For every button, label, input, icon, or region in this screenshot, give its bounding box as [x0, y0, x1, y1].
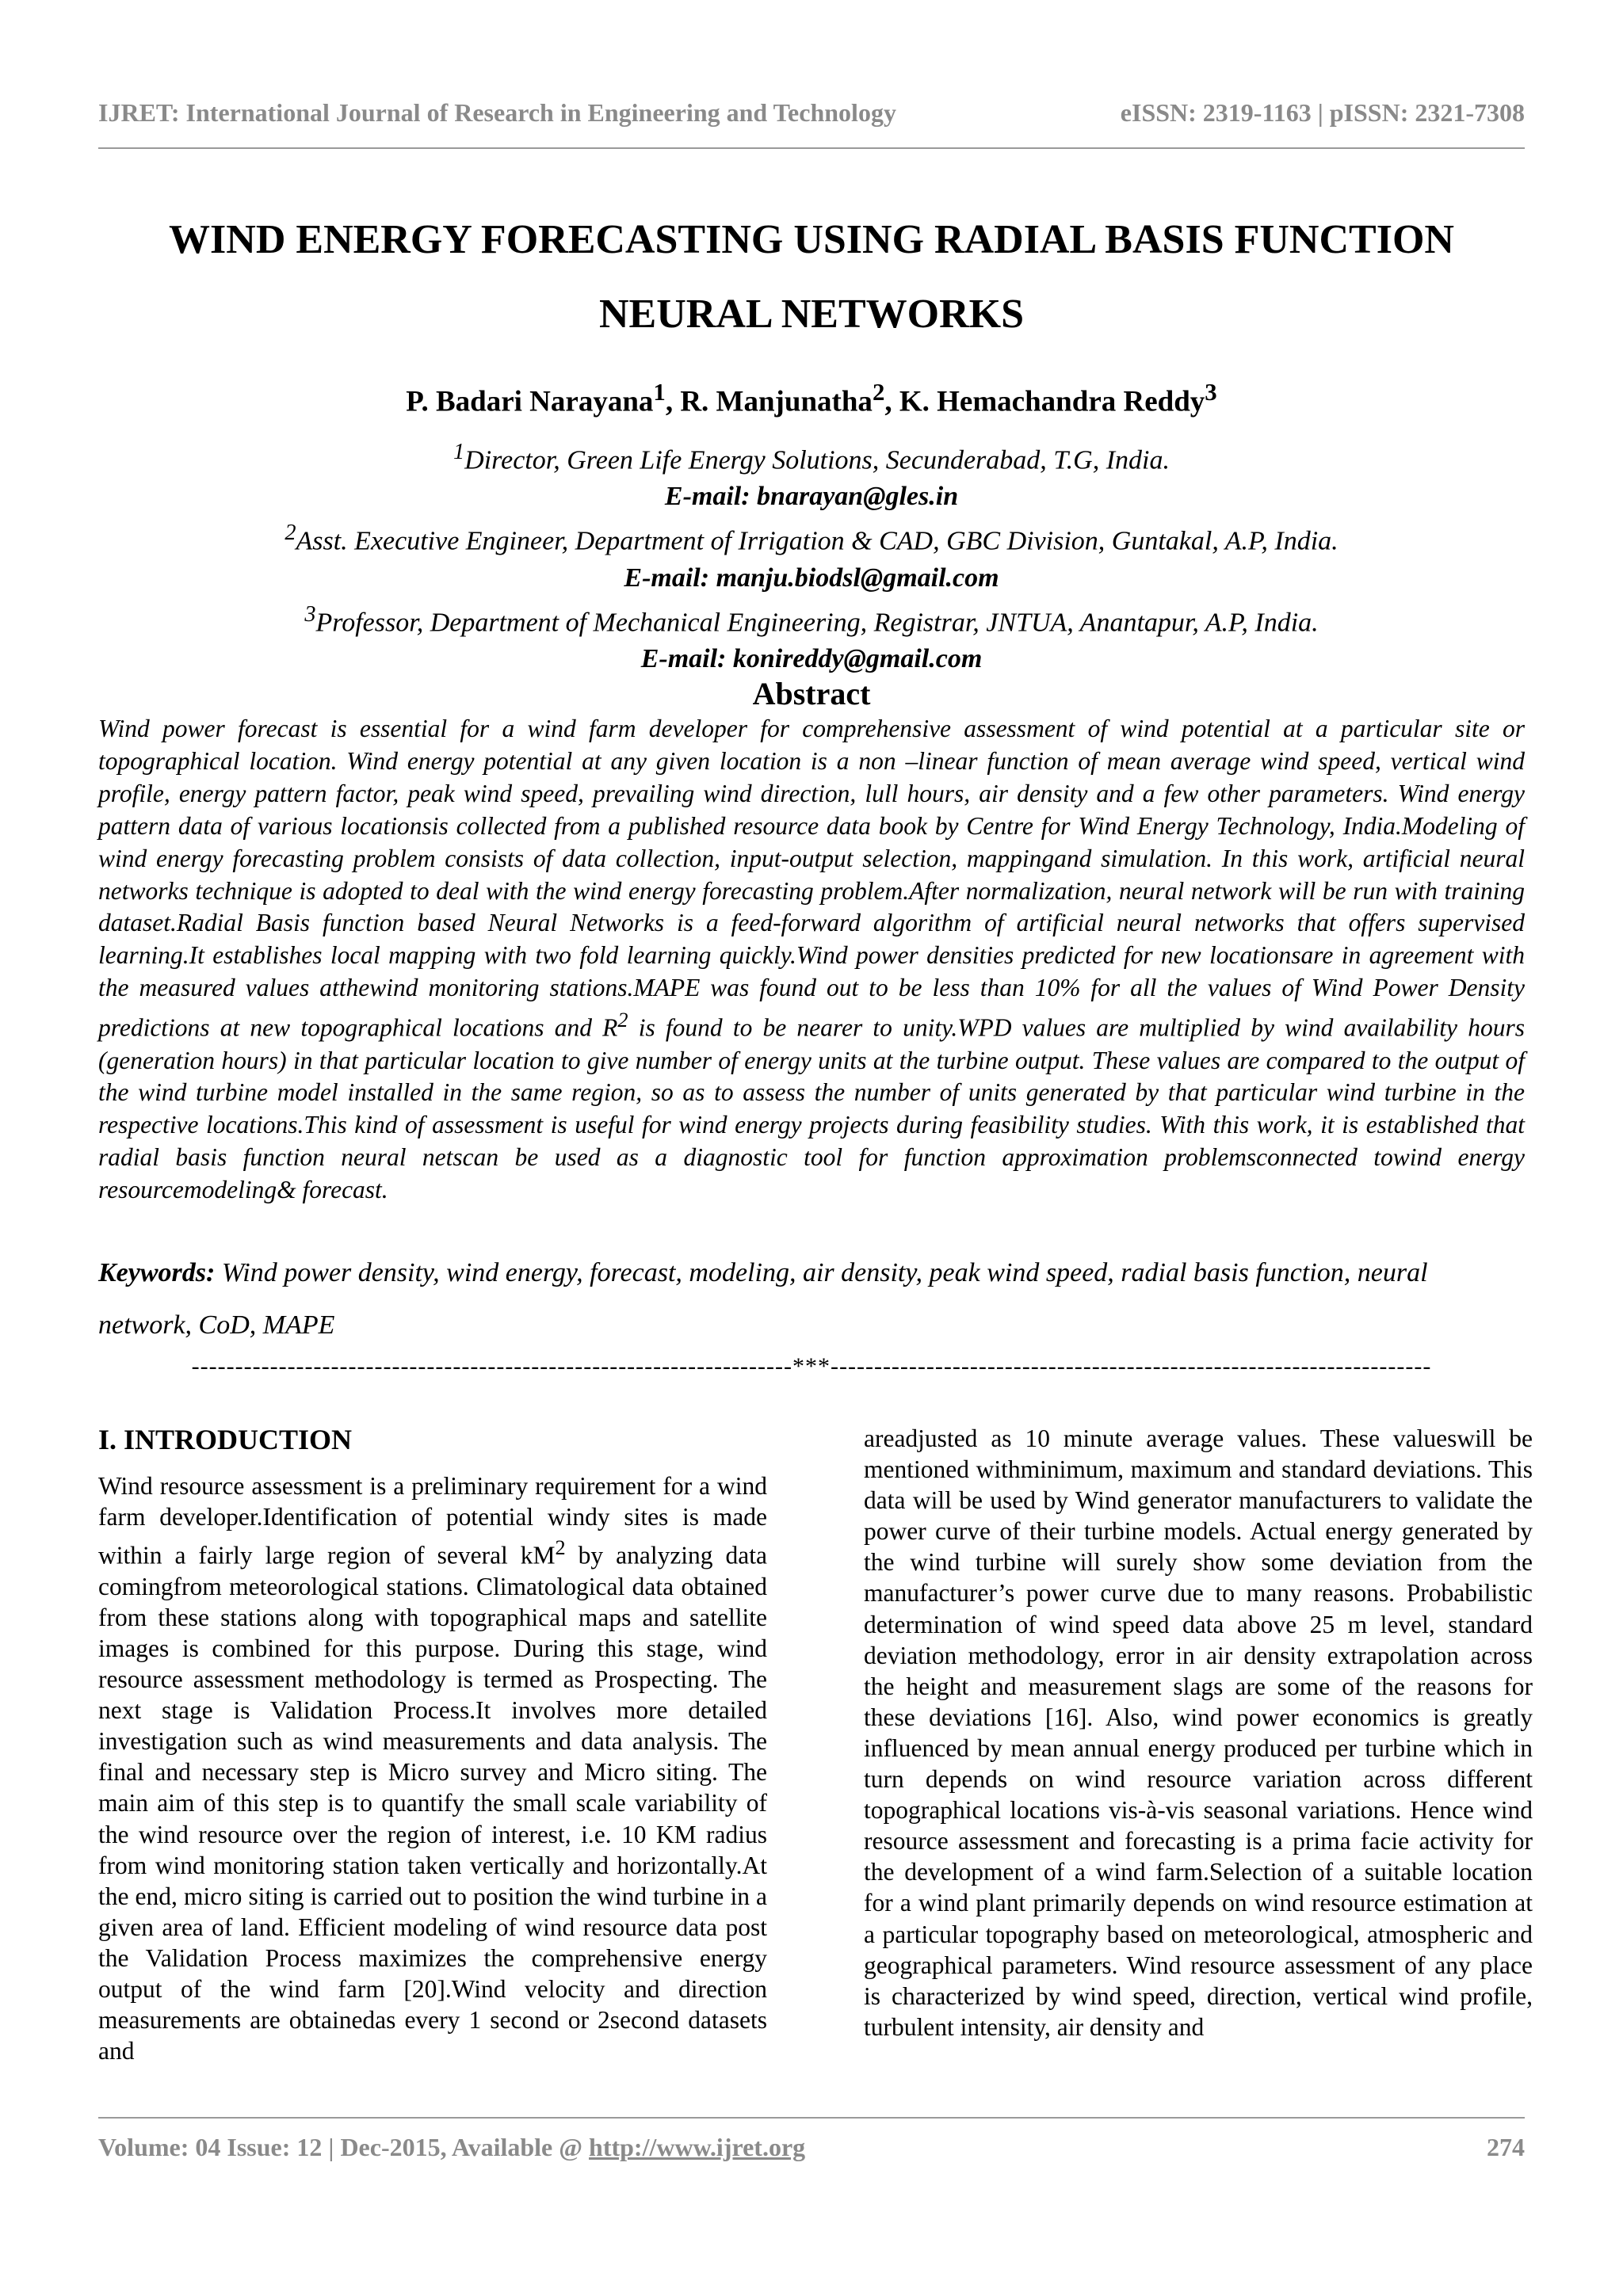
author-2: R. Manjunatha [680, 385, 873, 418]
affiliations [98, 434, 1525, 677]
email-1: E-mail: bnarayan@gles.in [664, 482, 959, 512]
author-list: P. Badari Narayana$^1$, R. Manjunatha$^2$, K. Hemachandra Reddy$^3$ [406, 379, 1217, 418]
keywords-label: Keywords: [98, 1258, 216, 1287]
running-header [98, 98, 1525, 128]
author-2-sup: 2 [872, 379, 885, 406]
section-separator: ---------------------------------------------------------------------***--------------------------------------------------------------------- [191, 1353, 1432, 1379]
author-1: P. Badari Narayana [406, 385, 654, 418]
issn-info: eISSN: 2319-1163 | pISSN: 2321-7308 [1120, 98, 1525, 127]
email-3: E-mail: konireddy@gmail.com [640, 643, 983, 673]
page-number: 274 [1487, 2133, 1525, 2161]
header-rule [98, 147, 1525, 149]
left-column-text: Wind resource assessment is a preliminary requirement for a wind farm developer.Identification of potential windy sites is made within a fairly large region of several $kM^2$ by analyzing data comingfrom meteorological stations. Climatological data obtained from these stations along with topographical maps and satellite images is combined for this purpose. During this stage, wind resource assessment methodology is termed as Prospecting. The next stage is Validation Process.It involves more detailed investigation such as wind measurements and data analysis. The final and necessary step is Micro survey and Micro siting. The main aim of this step is to quantify the small scale variability of the wind resource over the region of interest, i.e. 10 KM radius from wind monitoring station taken vertically and horizontally.At the end, micro siting is carried out to position the wind turbine in a given area of land. Efficient modeling of wind resource data post the Validation Process maximizes the comprehensive energy output of the wind farm [20].Wind velocity and direction measurements are obtainedas every 1 second or 2second datasets and [98, 1472, 767, 2065]
right-column-text: areadjusted as 10 minute average values. These valueswill be mentioned withminimum, maximum and standard deviations. This data will be used by Wind generator manufacturers to validate the power curve of their turbine models. Actual energy generated by the wind turbine will surely show some deviation from the manufacturer’s power curve due to many reasons. Probabilistic determination of wind speed data above 25 m level, standard deviation methodology, error in air density extrapolation across the height and measurement slags are some of the reasons for these deviations [16]. Also, wind power economics is greatly influenced by mean annual energy produced per turbine which in turn depends on wind resource variation across different topographical locations vis-à-vis seasonal variations. Hence wind resource assessment and forecasting is a prima facie activity for the development of a wind farm.Selection of a suitable location for a wind plant primarily depends on wind resource estimation at a particular topography based on meteorological, atmospheric and geographical parameters. Wind resource assessment of any place is characterized by wind speed, direction, vertical wind profile, turbulent intensity, air density and [864, 1425, 1533, 2041]
affiliation-2: $^2$Asst. Executive Engineer, Department of Irrigation & CAD, GBC Division, Guntakal, A.P, India. [285, 521, 1338, 556]
keywords [98, 1247, 1525, 1352]
keywords-text: Wind power density, wind energy, forecast, modeling, air density, peak wind speed, radial basis function, neural network, CoD, MAPE [98, 1258, 1428, 1340]
journal-name: IJRET: International Journal of Research in Engineering and Technology [98, 98, 896, 127]
title-line-2: NEURAL NETWORKS [599, 292, 1024, 337]
introduction-heading: I. INTRODUCTION [98, 1424, 353, 1455]
affiliation-3: $^3$Professor, Department of Mechanical Engineering, Registrar, JNTUA, Anantapur, A.P, India. [304, 601, 1319, 637]
footer-rule [98, 2117, 1525, 2119]
abstract-heading: Abstract [752, 676, 871, 711]
author-1-sup: 1 [653, 379, 666, 406]
email-2: E-mail: manju.biodsl@gmail.com [624, 563, 999, 593]
running-footer [98, 2133, 1525, 2162]
author-3-sup: 3 [1205, 379, 1217, 406]
journal-link[interactable]: http://www.ijret.org [589, 2133, 806, 2161]
paper-title [98, 203, 1525, 352]
affiliation-1: $^1$Director, Green Life Energy Solutions, Secunderabad, T.G, India. [453, 440, 1170, 475]
abstract-body: Wind power forecast is essential for a wind farm developer for comprehensive assessment of wind potential at a particular site or topographical location. Wind energy potential at any given location is a non –linear function of mean average wind speed, vertical wind profile, energy pattern factor, peak wind speed, prevailing wind direction, lull hours, air density and a few other parameters. Wind energy pattern data of various locationsis collected from a published resource data book by Centre for Wind Energy Technology, India.Modeling of wind energy forecasting problem consists of data collection, input-output selection, mappingand simulation. In this work, artificial neural networks technique is adopted to deal with the wind energy forecasting problem.After normalization, neural network will be run with training dataset.Radial Basis function based Neural Networks is a feed-forward algorithm of artificial neural networks that offers supervised learning.It establishes local mapping with two fold learning quickly.Wind power densities predicted for new locationsare in agreement with the measured values atthewind monitoring stations.MAPE was found out to be less than 10% for all the values of Wind Power Density predictions at new topographical locations and $R^2$ is found to be nearer to unity.WPD values are multiplied by wind availability hours (generation hours) in that particular location to give number of energy units at the turbine output. These values are compared to the output of the wind turbine model installed in the same region, so as to assess the number of units generated by that particular wind turbine in the respective locations.This kind of assessment is useful for wind energy projects during feasibility studies. With this work, it is established that radial basis function neural netscan be used as a diagnostic tool for function approximation problemsconnected towind energy resourcemodeling& forecast. [98, 715, 1525, 1204]
title-line-1: WIND ENERGY FORECASTING USING RADIAL BASIS FUNCTION [169, 217, 1454, 262]
author-3: K. Hemachandra Reddy [899, 385, 1205, 418]
footer-citation: Volume: 04 Issue: 12 | Dec-2015, Available @ http://www.ijret.org [98, 2133, 806, 2161]
